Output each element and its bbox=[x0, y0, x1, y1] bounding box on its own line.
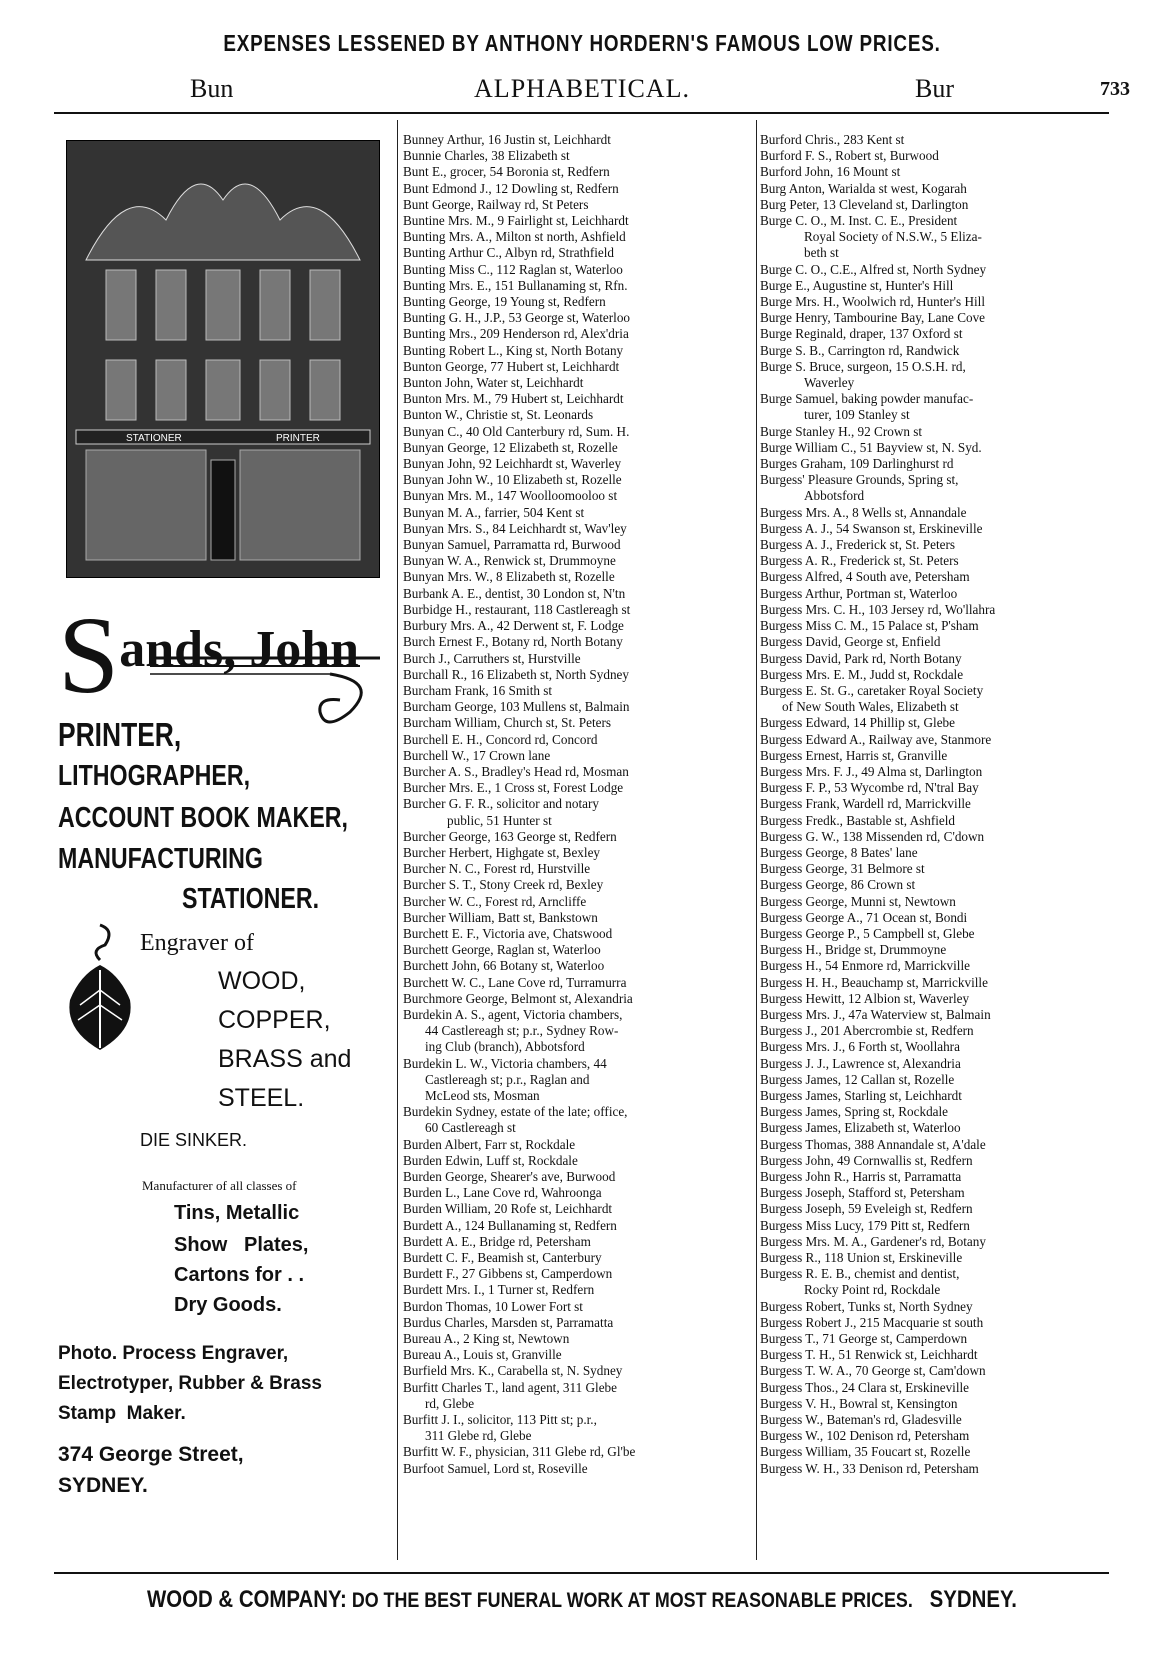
footer-rule bbox=[54, 1572, 1109, 1574]
directory-entry: Burgess David, Park rd, North Botany bbox=[760, 650, 962, 666]
directory-entry-continuation: Castlereagh st; p.r., Raglan and bbox=[425, 1071, 590, 1087]
directory-entry: Burchett George, Raglan st, Waterloo bbox=[403, 942, 601, 958]
trade-account-book-maker: ACCOUNT BOOK MAKER, bbox=[58, 802, 348, 834]
die-sinker: DIE SINKER. bbox=[140, 1130, 248, 1150]
directory-entry: Bunyan Mrs. S., 84 Leichhardt st, Wav'ley bbox=[403, 520, 627, 536]
advertiser-name-initial: S bbox=[58, 594, 120, 716]
directory-entry-continuation: ing Club (branch), Abbotsford bbox=[425, 1039, 585, 1055]
directory-entry: Burge Henry, Tambourine Bay, Lane Cove bbox=[760, 310, 986, 326]
product-tins: Tins, Metallic bbox=[174, 1202, 300, 1224]
directory-entry: Burgess Thomas, 388 Annandale st, A'dale bbox=[760, 1136, 986, 1152]
service-stamp-maker: Stamp Maker. bbox=[58, 1403, 186, 1424]
bottom-banner-company: WOOD & COMPANY: bbox=[147, 1586, 347, 1613]
directory-entry: Burdekin Sydney, estate of the late; office, bbox=[403, 1104, 628, 1120]
directory-entry: Burgess George A., 71 Ocean st, Bondi bbox=[760, 909, 968, 925]
directory-entry: Burgess T. W. A., 70 George st, Cam'down bbox=[760, 1363, 986, 1379]
directory-entry: Burgess W. H., 33 Denison rd, Petersham bbox=[760, 1460, 979, 1476]
advertiser-name-rest: ands, John bbox=[119, 621, 360, 678]
directory-entry: Burgess Mrs. J., 47a Waterview st, Balmain bbox=[760, 1006, 991, 1022]
directory-entry: Burgess George, 31 Belmore st bbox=[760, 861, 925, 877]
directory-entry: Burgess W., Bateman's rd, Gladesville bbox=[760, 1412, 962, 1428]
directory-entry: Burch J., Carruthers st, Hurstville bbox=[403, 650, 581, 666]
directory-entry: Burgess H., Bridge st, Drummoyne bbox=[760, 942, 947, 958]
directory-entry: Burbury Mrs. A., 42 Derwent st, F. Lodge bbox=[403, 618, 624, 634]
directory-entry: Burgess Robert J., 215 Macquarie st south bbox=[760, 1314, 984, 1330]
directory-entry: Burford Chris., 283 Kent st bbox=[760, 132, 905, 147]
directory-entry: Burge Samuel, baking powder manufac- bbox=[760, 391, 974, 407]
directory-entry: Bunyan C., 40 Old Canterbury rd, Sum. H. bbox=[403, 423, 630, 439]
directory-entry: Burgess Thos., 24 Clara st, Erskineville bbox=[760, 1379, 970, 1395]
directory-entry: Burge C. O., C.E., Alfred st, North Sydney bbox=[760, 261, 987, 277]
storefront-label-stationer: STATIONER bbox=[126, 433, 182, 444]
engraver-heading: Engraver of bbox=[140, 930, 254, 956]
directory-entry: Bunt Edmond J., 12 Dowling st, Redfern bbox=[403, 180, 619, 196]
directory-entry-continuation: Royal Society of N.S.W., 5 Eliza- bbox=[804, 229, 982, 245]
directory-entry: Burfitt J. I., solicitor, 113 Pitt st; p.r., bbox=[403, 1412, 597, 1428]
directory-entry: Burgess James, 12 Callan st, Rozelle bbox=[760, 1071, 955, 1087]
directory-entry: Burcher George, 163 George st, Redfern bbox=[403, 828, 617, 844]
directory-entry: Burge S. B., Carrington rd, Randwick bbox=[760, 342, 960, 358]
directory-entry: Burge C. O., M. Inst. C. E., President bbox=[760, 213, 958, 229]
directory-entry: Burcher W. C., Forest rd, Arncliffe bbox=[403, 893, 587, 909]
directory-entry: Burcher S. T., Stony Creek rd, Bexley bbox=[403, 877, 604, 893]
directory-entry: Bunyan George, 12 Elizabeth st, Rozelle bbox=[403, 439, 618, 455]
directory-entry: Burcham Frank, 16 Smith st bbox=[403, 682, 553, 698]
directory-entry: Burford F. S., Robert st, Burwood bbox=[760, 148, 939, 164]
column-divider-middle bbox=[756, 120, 757, 1560]
directory-entry: Burg Peter, 13 Cleveland st, Darlington bbox=[760, 196, 969, 212]
directory-column-left bbox=[403, 132, 755, 1477]
header-left-guide-word: Bun bbox=[190, 74, 234, 103]
product-dry-goods: Dry Goods. bbox=[174, 1294, 282, 1316]
directory-entry-continuation: 60 Castlereagh st bbox=[425, 1120, 516, 1136]
header-right-guide-word: Bur bbox=[915, 74, 954, 103]
material-copper: COPPER, bbox=[218, 1006, 331, 1034]
material-steel: STEEL. bbox=[218, 1084, 305, 1112]
directory-entry: Bunting Mrs., 209 Henderson rd, Alex'dria bbox=[403, 326, 629, 342]
directory-entry: Burcher A. S., Bradley's Head rd, Mosman bbox=[403, 763, 629, 779]
directory-entry: Burgess Ernest, Harris st, Granville bbox=[760, 747, 948, 763]
directory-entry: Burcher Herbert, Highgate st, Bexley bbox=[403, 844, 601, 860]
directory-entry: Bunting Mrs. E., 151 Bullanaming st, Rfn. bbox=[403, 277, 628, 293]
storefront-engraving bbox=[66, 140, 380, 578]
directory-entry: Burgess A. J., 54 Swanson st, Erskineville bbox=[760, 520, 983, 536]
directory-entry: Burbidge H., restaurant, 118 Castlereagh st bbox=[403, 601, 631, 617]
directory-entry: Bunyan John W., 10 Elizabeth st, Rozelle bbox=[403, 472, 622, 488]
directory-entry: Burgess T. H., 51 Renwick st, Leichhardt bbox=[760, 1347, 978, 1363]
bottom-banner bbox=[87, 1586, 1076, 1614]
directory-entry: Burgess George P., 5 Campbell st, Glebe bbox=[760, 925, 975, 941]
header-section-title: ALPHABETICAL. bbox=[474, 74, 690, 103]
directory-entry: Burford John, 16 Mount st bbox=[760, 164, 901, 180]
product-cartons: Cartons for . . bbox=[174, 1264, 305, 1286]
directory-entry: Burgess Hewitt, 12 Albion st, Waverley bbox=[760, 990, 970, 1006]
directory-entry: Burch Ernest F., Botany rd, North Botany bbox=[403, 634, 623, 650]
directory-entry: Burge S. Bruce, surgeon, 15 O.S.H. rd, bbox=[760, 358, 966, 374]
directory-entry: Bunton George, 77 Hubert st, Leichhardt bbox=[403, 358, 620, 374]
directory-entry: Burgess R., 118 Union st, Erskineville bbox=[760, 1250, 963, 1266]
directory-entry: Burgess Edward, 14 Phillip st, Glebe bbox=[760, 715, 955, 731]
directory-entry-continuation: Abbotsford bbox=[804, 488, 865, 504]
directory-entry: Burgess George, Munni st, Newtown bbox=[760, 893, 956, 909]
directory-entry: Bunyan Samuel, Parramatta rd, Burwood bbox=[403, 537, 621, 553]
trade-lithographer: LITHOGRAPHER, bbox=[58, 760, 251, 792]
directory-entry: Burfitt Charles T., land agent, 311 Glebe bbox=[403, 1379, 617, 1395]
directory-entry: Bureau A., 2 King st, Newtown bbox=[403, 1331, 570, 1347]
directory-entry: Burden George, Shearer's ave, Burwood bbox=[403, 1169, 616, 1184]
directory-entry: Burcham George, 103 Mullens st, Balmain bbox=[403, 699, 630, 715]
bottom-banner-slogan: DO THE BEST FUNERAL WORK AT MOST REASONABLE PRICES. bbox=[351, 1589, 913, 1612]
trade-stationer: STATIONER. bbox=[182, 883, 320, 915]
directory-entry-continuation: rd, Glebe bbox=[425, 1395, 475, 1411]
directory-entry: Burgess David, George st, Enfield bbox=[760, 634, 941, 650]
directory-entry: Burgess H. H., Beauchamp st, Marrickville bbox=[760, 974, 988, 990]
flourish-ornament bbox=[150, 652, 390, 732]
directory-entry: Buntine Mrs. M., 9 Fairlight st, Leichhardt bbox=[403, 213, 629, 229]
directory-entry: Burcher G. F. R., solicitor and notary bbox=[403, 796, 599, 812]
directory-entry: Bunyan John, 92 Leichhardt st, Waverley bbox=[403, 456, 622, 472]
directory-entry: Burchett W. C., Lane Cove rd, Turramurra bbox=[403, 974, 627, 990]
directory-entry: Bunyan W. A., Renwick st, Drummoyne bbox=[403, 553, 616, 569]
service-electrotyper: Electrotyper, Rubber & Brass bbox=[58, 1373, 322, 1394]
directory-entry-continuation: Waverley bbox=[804, 375, 855, 391]
directory-entry: Burdett A. E., Bridge rd, Petersham bbox=[403, 1233, 591, 1249]
directory-entry-continuation: 311 Glebe rd, Glebe bbox=[425, 1428, 532, 1444]
directory-entry: Burden William, 20 Rofe st, Leichhardt bbox=[403, 1201, 613, 1217]
directory-entry: Burdus Charles, Marsden st, Parramatta bbox=[403, 1314, 614, 1330]
directory-entry: Burgess Arthur, Portman st, Waterloo bbox=[760, 585, 958, 601]
directory-entry: Burden L., Lane Cove rd, Wahroonga bbox=[403, 1185, 602, 1201]
directory-entry: Burgess V. H., Bowral st, Kensington bbox=[760, 1395, 958, 1411]
directory-entry: Burdett A., 124 Bullanaming st, Redfern bbox=[403, 1217, 617, 1233]
directory-entry: Burgess Alfred, 4 South ave, Petersham bbox=[760, 569, 970, 585]
directory-entry: Burgess James, Spring st, Rockdale bbox=[760, 1104, 949, 1120]
directory-entry: Burgess Mrs. M. A., Gardener's rd, Botany bbox=[760, 1233, 986, 1249]
directory-entry: Burgess' Pleasure Grounds, Spring st, bbox=[760, 472, 959, 488]
directory-entry: Burgess Miss Lucy, 179 Pitt st, Redfern bbox=[760, 1217, 970, 1233]
directory-entry: Burgess A. R., Frederick st, St. Peters bbox=[760, 553, 959, 569]
directory-entry: Burgess John R., Harris st, Parramatta bbox=[760, 1169, 962, 1184]
directory-entry: Burgess Robert, Tunks st, North Sydney bbox=[760, 1298, 973, 1314]
directory-entry-continuation: public, 51 Hunter st bbox=[447, 812, 552, 828]
directory-entry: Burgess Joseph, Stafford st, Petersham bbox=[760, 1185, 965, 1201]
directory-entry: Burbank A. E., dentist, 30 London st, N'tn bbox=[403, 585, 626, 601]
directory-entry-continuation: of New South Wales, Elizabeth st bbox=[782, 699, 959, 715]
directory-entry: Bunney Arthur, 16 Justin st, Leichhardt bbox=[403, 132, 611, 147]
directory-entry-continuation: beth st bbox=[804, 245, 839, 261]
directory-entry: Burcher William, Batt st, Bankstown bbox=[403, 909, 598, 925]
directory-entry: Bunting Arthur C., Albyn rd, Strathfield bbox=[403, 245, 614, 261]
directory-entry: Burfield Mrs. K., Carabella st, N. Sydney bbox=[403, 1363, 623, 1379]
directory-entry: Burge E., Augustine st, Hunter's Hill bbox=[760, 277, 954, 293]
trade-manufacturing: MANUFACTURING bbox=[58, 843, 263, 875]
directory-entry: Burgess George, 8 Bates' lane bbox=[760, 844, 918, 860]
directory-entry: Burges Graham, 109 Darlinghurst rd bbox=[760, 456, 954, 472]
directory-entry: Bunton W., Christie st, St. Leonards bbox=[403, 407, 594, 423]
service-photo-process: Photo. Process Engraver, bbox=[58, 1343, 289, 1364]
bottom-banner-city: SYDNEY. bbox=[929, 1586, 1017, 1613]
directory-entry: Burgess J. J., Lawrence st, Alexandria bbox=[760, 1055, 961, 1071]
directory-entry: Burfoot Samuel, Lord st, Roseville bbox=[403, 1460, 588, 1476]
directory-column-right bbox=[760, 132, 1115, 1477]
top-banner: EXPENSES LESSENED BY ANTHONY HORDERN'S FAMOUS LOW PRICES. bbox=[223, 30, 941, 56]
directory-entry-continuation: McLeod sts, Mosman bbox=[425, 1087, 540, 1103]
directory-entry-continuation: turer, 109 Stanley st bbox=[804, 407, 910, 423]
directory-entry: Burchall R., 16 Elizabeth st, North Sydney bbox=[403, 666, 629, 682]
page-number: 733 bbox=[1100, 78, 1130, 100]
directory-entry: Bunting Robert L., King st, North Botany bbox=[403, 342, 624, 358]
directory-entry: Burge Mrs. H., Woolwich rd, Hunter's Hill bbox=[760, 294, 985, 310]
directory-entry: Burge Reginald, draper, 137 Oxford st bbox=[760, 326, 963, 342]
directory-entry: Bunting Miss C., 112 Raglan st, Waterloo bbox=[403, 261, 623, 277]
directory-entry: Burgess Edward A., Railway ave, Stanmore bbox=[760, 731, 992, 747]
directory-entry: Burden Edwin, Luff st, Rockdale bbox=[403, 1152, 578, 1168]
directory-entry: Burgess James, Elizabeth st, Waterloo bbox=[760, 1120, 961, 1136]
directory-entry: Burchell E. H., Concord rd, Concord bbox=[403, 731, 598, 747]
directory-entry: Burdekin L. W., Victoria chambers, 44 bbox=[403, 1055, 607, 1071]
directory-entry: Burchell W., 17 Crown lane bbox=[403, 747, 551, 763]
product-show-plates: Show Plates, bbox=[174, 1234, 309, 1256]
directory-entry: Burge William C., 51 Bayview st, N. Syd. bbox=[760, 439, 982, 455]
directory-entry-continuation: Rocky Point rd, Rockdale bbox=[804, 1282, 941, 1298]
advertiser-address: 374 George Street, bbox=[58, 1443, 244, 1466]
trade-printer: PRINTER, bbox=[58, 716, 182, 753]
directory-entry: Burgess James, Starling st, Leichhardt bbox=[760, 1087, 962, 1103]
directory-entry: Bureau A., Louis st, Granville bbox=[403, 1347, 562, 1363]
directory-entry: Burchmore George, Belmont st, Alexandria bbox=[403, 990, 633, 1006]
directory-entry: Burdon Thomas, 10 Lower Fort st bbox=[403, 1298, 583, 1314]
directory-entry: Bunting Mrs. A., Milton st north, Ashfield bbox=[403, 229, 626, 245]
directory-entry: Bunnie Charles, 38 Elizabeth st bbox=[403, 148, 570, 164]
directory-entry: Burchett E. F., Victoria ave, Chatswood bbox=[403, 925, 613, 941]
directory-entry: Bunton Mrs. M., 79 Hubert st, Leichhardt bbox=[403, 391, 624, 407]
directory-entry: Burgess Miss C. M., 15 Palace st, P'sham bbox=[760, 618, 979, 634]
storefront-label-printer: PRINTER bbox=[276, 433, 320, 444]
directory-entry: Burgess R. E. B., chemist and dentist, bbox=[760, 1266, 960, 1282]
directory-entry: Burcher Mrs. E., 1 Cross st, Forest Lodge bbox=[403, 780, 624, 796]
directory-entry: Burgess Mrs. J., 6 Forth st, Woollahra bbox=[760, 1039, 960, 1055]
directory-entry: Burgess T., 71 George st, Camperdown bbox=[760, 1331, 968, 1347]
directory-entry: Burdett Mrs. I., 1 Turner st, Redfern bbox=[403, 1282, 595, 1298]
directory-entry: Bunt E., grocer, 54 Boronia st, Redfern bbox=[403, 164, 610, 180]
directory-entry: Burgess A. J., Frederick st, St. Peters bbox=[760, 537, 955, 553]
directory-entry: Burgess William, 35 Foucart st, Rozelle bbox=[760, 1444, 971, 1460]
directory-entry: Burgess E. St. G., caretaker Royal Society bbox=[760, 682, 984, 698]
directory-entry: Burge Stanley H., 92 Crown st bbox=[760, 423, 923, 439]
directory-entry: Burdett C. F., Beamish st, Canterbury bbox=[403, 1250, 602, 1266]
directory-entry: Burg Anton, Warialda st west, Kogarah bbox=[760, 180, 967, 196]
directory-entry: Burdekin A. S., agent, Victoria chambers, bbox=[403, 1006, 623, 1022]
directory-entry: Burgess Mrs. C. H., 103 Jersey rd, Wo'llahra bbox=[760, 601, 996, 617]
directory-entry: Bunting George, 19 Young st, Redfern bbox=[403, 294, 606, 310]
directory-entry: Burgess Joseph, 59 Eveleigh st, Redfern bbox=[760, 1201, 973, 1217]
directory-entry: Bunt George, Railway rd, St Peters bbox=[403, 196, 589, 212]
directory-entry: Burdett F., 27 Gibbens st, Camperdown bbox=[403, 1266, 613, 1282]
directory-entry: Burfitt W. F., physician, 311 Glebe rd, Gl'be bbox=[403, 1444, 636, 1460]
directory-entry: Bunyan Mrs. W., 8 Elizabeth st, Rozelle bbox=[403, 569, 615, 585]
directory-entry: Bunyan M. A., farrier, 504 Kent st bbox=[403, 504, 585, 520]
directory-entry: Bunton John, Water st, Leichhardt bbox=[403, 375, 584, 391]
advertiser-city: SYDNEY. bbox=[58, 1474, 148, 1497]
directory-entry: Bunting G. H., J.P., 53 George st, Waterloo bbox=[403, 310, 631, 326]
directory-entry: Burgess John, 49 Cornwallis st, Redfern bbox=[760, 1152, 973, 1168]
directory-entry: Burchett John, 66 Botany st, Waterloo bbox=[403, 958, 605, 974]
directory-entry-continuation: 44 Castlereagh st; p.r., Sydney Row- bbox=[425, 1023, 619, 1039]
directory-entry: Burgess F. P., 53 Wycombe rd, N'tral Bay bbox=[760, 780, 979, 796]
material-brass: BRASS and bbox=[218, 1045, 352, 1073]
directory-entry: Burgess W., 102 Denison rd, Petersham bbox=[760, 1428, 970, 1444]
directory-entry: Burgess H., 54 Enmore rd, Marrickville bbox=[760, 958, 970, 974]
directory-entry: Burgess Mrs. E. M., Judd st, Rockdale bbox=[760, 666, 964, 682]
directory-entry: Burgess J., 201 Abercrombie st, Redfern bbox=[760, 1023, 974, 1039]
manufacturer-heading: Manufacturer of all classes of bbox=[142, 1178, 297, 1193]
directory-entry: Bunyan Mrs. M., 147 Woolloomooloo st bbox=[403, 488, 618, 504]
leaf-ornament bbox=[60, 920, 140, 1060]
directory-entry: Burgess Mrs. F. J., 49 Alma st, Darlington bbox=[760, 763, 983, 779]
directory-entry: Burgess Frank, Wardell rd, Marrickville bbox=[760, 796, 971, 812]
column-divider-left bbox=[397, 120, 398, 1560]
header-rule bbox=[54, 112, 1109, 114]
directory-entry: Burcher N. C., Forest rd, Hurstville bbox=[403, 861, 591, 877]
directory-entry: Burcham William, Church st, St. Peters bbox=[403, 715, 612, 731]
directory-entry: Burgess G. W., 138 Missenden rd, C'down bbox=[760, 828, 985, 844]
material-wood: WOOD, bbox=[218, 967, 306, 995]
directory-entry: Burden Albert, Farr st, Rockdale bbox=[403, 1136, 576, 1152]
directory-entry: Burgess George, 86 Crown st bbox=[760, 877, 916, 893]
directory-entry: Burgess Fredk., Bastable st, Ashfield bbox=[760, 812, 955, 828]
directory-entry: Burgess Mrs. A., 8 Wells st, Annandale bbox=[760, 504, 967, 520]
